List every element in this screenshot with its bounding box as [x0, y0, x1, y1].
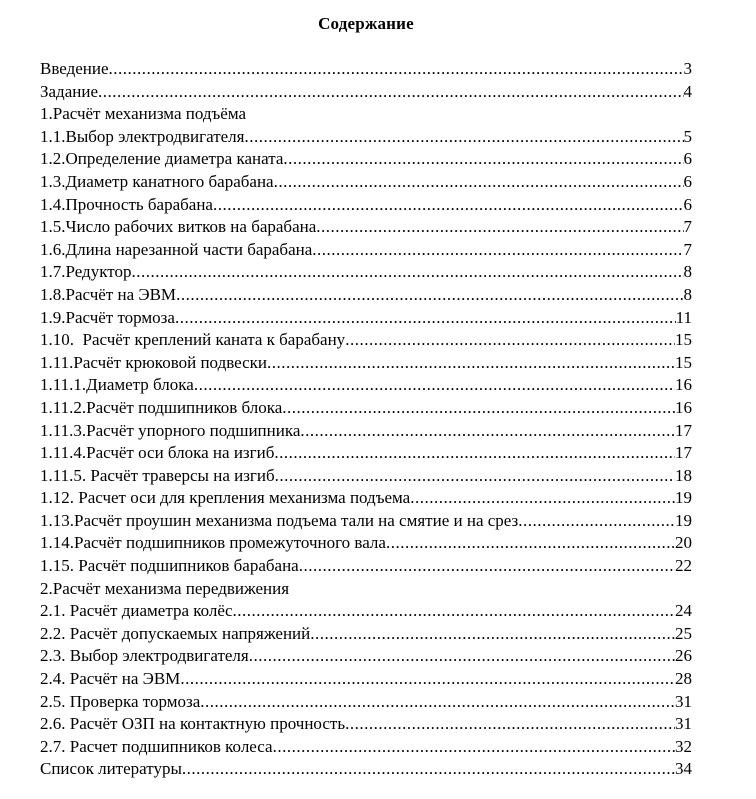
- toc-leader-dots: [233, 600, 675, 623]
- toc-leader-dots: [345, 713, 675, 736]
- toc-entry-page: 19: [675, 488, 692, 508]
- toc-entry: [40, 194, 692, 217]
- toc-entry: [40, 148, 692, 171]
- toc-entry-label: Список литературы: [40, 759, 182, 779]
- toc-entry-page: 7: [683, 239, 692, 259]
- toc-leader-dots: [131, 261, 683, 284]
- toc-entry-page: 6: [683, 149, 692, 169]
- toc-entry-page: 6: [683, 171, 692, 191]
- toc-entry-page: 6: [683, 194, 692, 214]
- toc-entry-label: 2.Расчёт механизма передвижения: [40, 578, 290, 598]
- toc-leader-dots: [274, 442, 675, 465]
- toc-entry-page: 17: [675, 443, 692, 463]
- toc-entry-page: 31: [675, 691, 692, 711]
- toc-entry-page: 18: [675, 465, 692, 485]
- toc-entry-page: 15: [675, 330, 692, 350]
- toc-entry-label: 2.4. Расчёт на ЭВМ: [40, 669, 181, 689]
- toc-entry: [40, 171, 692, 194]
- toc-leader-dots: [213, 194, 684, 217]
- toc-entry: [40, 284, 692, 307]
- toc-leader-dots: [386, 532, 675, 555]
- toc-entry: [40, 668, 692, 691]
- toc-entry-label: 1.13.Расчёт проушин механизма подъема тали на смятие и на срез: [40, 510, 519, 530]
- toc-entry: [40, 578, 692, 601]
- toc-entry: [40, 555, 692, 578]
- toc-entry-label: 2.6. Расчёт ОЗП на контактную прочность: [40, 714, 346, 734]
- toc-entry: [40, 307, 692, 330]
- toc-entry-label: Задание: [40, 81, 98, 101]
- toc-leader-dots: [180, 668, 675, 691]
- toc-entry: [40, 510, 692, 533]
- toc-entry-label: 1.11.1.Диаметр блока: [40, 375, 194, 395]
- toc-entry-page: 24: [675, 601, 692, 621]
- toc-entry-page: 17: [675, 420, 692, 440]
- toc-entry-label: 1.9.Расчёт тормоза: [40, 307, 175, 327]
- toc-leader-dots: [176, 284, 683, 307]
- toc-leader-dots: [300, 420, 675, 443]
- toc-entry-label: 1.15. Расчёт подшипников барабана: [40, 556, 299, 576]
- toc-entry-page: 4: [683, 81, 692, 101]
- toc-leader-dots: [200, 691, 675, 714]
- toc-entry-label: 1.11.Расчёт крюковой подвески: [40, 352, 268, 372]
- toc-entry-page: 25: [675, 623, 692, 643]
- toc-entry-label: 1.2.Определение диаметра каната: [40, 149, 284, 169]
- toc-entry-label: 1.11.5. Расчёт траверсы на изгиб: [40, 465, 275, 485]
- toc-entry-page: 34: [675, 759, 692, 779]
- toc-leader-dots: [194, 374, 675, 397]
- toc-entry: [40, 216, 692, 239]
- toc-leader-dots: [312, 239, 683, 262]
- toc-entry: [40, 126, 692, 149]
- toc-entry-page: 3: [683, 59, 692, 78]
- toc-entry-page: 15: [675, 352, 692, 372]
- toc-entry-page: 19: [675, 510, 692, 530]
- toc-entry-label: 1.11.3.Расчёт упорного подшипника: [40, 420, 301, 440]
- toc-leader-dots: [273, 736, 675, 759]
- toc-leader-dots: [310, 623, 675, 646]
- toc-entry-label: 1.11.4.Расчёт оси блока на изгиб: [40, 443, 275, 463]
- toc-entry-label: 2.3. Выбор электродвигателя: [40, 646, 249, 666]
- toc-leader-dots: [410, 487, 675, 510]
- toc-leader-dots: [109, 58, 684, 81]
- toc-entry-label: 1.6.Длина нарезанной части барабана: [40, 239, 313, 259]
- toc-entry-page: 31: [675, 714, 692, 734]
- toc-leader-dots: [274, 171, 684, 194]
- toc-entry-label: 1.14.Расчёт подшипников промежуточного вала: [40, 533, 386, 553]
- toc-entry: [40, 487, 692, 510]
- toc-entry: [40, 713, 692, 736]
- toc-entry-label: 1.12. Расчет оси для крепления механизма подъема: [40, 488, 411, 508]
- toc-entry-label: 2.7. Расчет подшипников колеса: [40, 736, 273, 756]
- toc-leader-dots: [282, 397, 675, 420]
- toc-leader-dots: [249, 645, 675, 668]
- toc-entry-label: 1.4.Прочность барабана: [40, 194, 213, 214]
- toc-entry-label: 1.Расчёт механизма подъёма: [40, 104, 247, 124]
- toc-entry: [40, 623, 692, 646]
- toc-entry-page: 16: [675, 375, 692, 395]
- toc-entry-label: 2.1. Расчёт диаметра колёс: [40, 601, 233, 621]
- toc-leader-dots: [98, 81, 684, 104]
- toc-entry-label: Введение: [40, 59, 109, 78]
- toc-entry-label: 2.2. Расчёт допускаемых напряжений: [40, 623, 311, 643]
- toc-entry: [40, 58, 692, 81]
- toc-entry: [40, 645, 692, 668]
- toc-entry: [40, 465, 692, 488]
- toc-entry-label: 1.3.Диаметр канатного барабана: [40, 171, 274, 191]
- toc-entry: [40, 81, 692, 104]
- toc-entry-label: 1.8.Расчёт на ЭВМ: [40, 284, 177, 304]
- toc-entry: [40, 261, 692, 284]
- toc-entry: [40, 758, 692, 781]
- toc-entry-page: 22: [675, 556, 692, 576]
- toc-leader-dots: [175, 307, 676, 330]
- toc-entry-label: 1.1.Выбор электродвигателя: [40, 126, 245, 146]
- toc-entry: [40, 352, 692, 375]
- toc-entry-label: 1.11.2.Расчёт подшипников блока: [40, 397, 283, 417]
- toc-list: [40, 58, 692, 781]
- toc-entry: [40, 103, 692, 126]
- toc-entry-page: 11: [675, 307, 692, 327]
- page-title: Содержание: [318, 14, 414, 33]
- toc-entry-page: 26: [675, 646, 692, 666]
- toc-leader-dots: [182, 758, 675, 781]
- toc-entry-page: 28: [675, 669, 692, 689]
- toc-entry-label: 1.10. Расчёт креплений каната к барабану: [40, 330, 346, 350]
- toc-leader-dots: [267, 352, 675, 375]
- toc-entry-label: 2.5. Проверка тормоза: [40, 691, 201, 711]
- toc-entry-page: 8: [683, 284, 692, 304]
- toc-leader-dots: [316, 216, 683, 239]
- toc-entry-page: 7: [683, 217, 692, 237]
- toc-entry: [40, 736, 692, 759]
- toc-entry-label: 1.5.Число рабочих витков на барабана: [40, 217, 317, 237]
- toc-leader-dots: [299, 555, 675, 578]
- toc-leader-dots: [275, 465, 675, 488]
- toc-entry-page: 32: [675, 736, 692, 756]
- toc-leader-dots: [245, 126, 684, 149]
- toc-entry-page: 8: [683, 262, 692, 282]
- toc-entry: [40, 329, 692, 352]
- toc-leader-dots: [283, 148, 683, 171]
- toc-entry: [40, 691, 692, 714]
- toc-entry: [40, 442, 692, 465]
- toc-leader-dots: [518, 510, 675, 533]
- toc-entry: [40, 600, 692, 623]
- toc-entry: [40, 374, 692, 397]
- toc-entry-page: 20: [675, 533, 692, 553]
- toc-entry: [40, 532, 692, 555]
- toc-entry-page: 5: [683, 126, 692, 146]
- toc-entry: [40, 397, 692, 420]
- toc-leader-dots: [345, 329, 675, 352]
- toc-entry: [40, 239, 692, 262]
- toc-entry: [40, 420, 692, 443]
- toc-entry-page: 16: [675, 397, 692, 417]
- toc-entry-label: 1.7.Редуктор: [40, 262, 132, 282]
